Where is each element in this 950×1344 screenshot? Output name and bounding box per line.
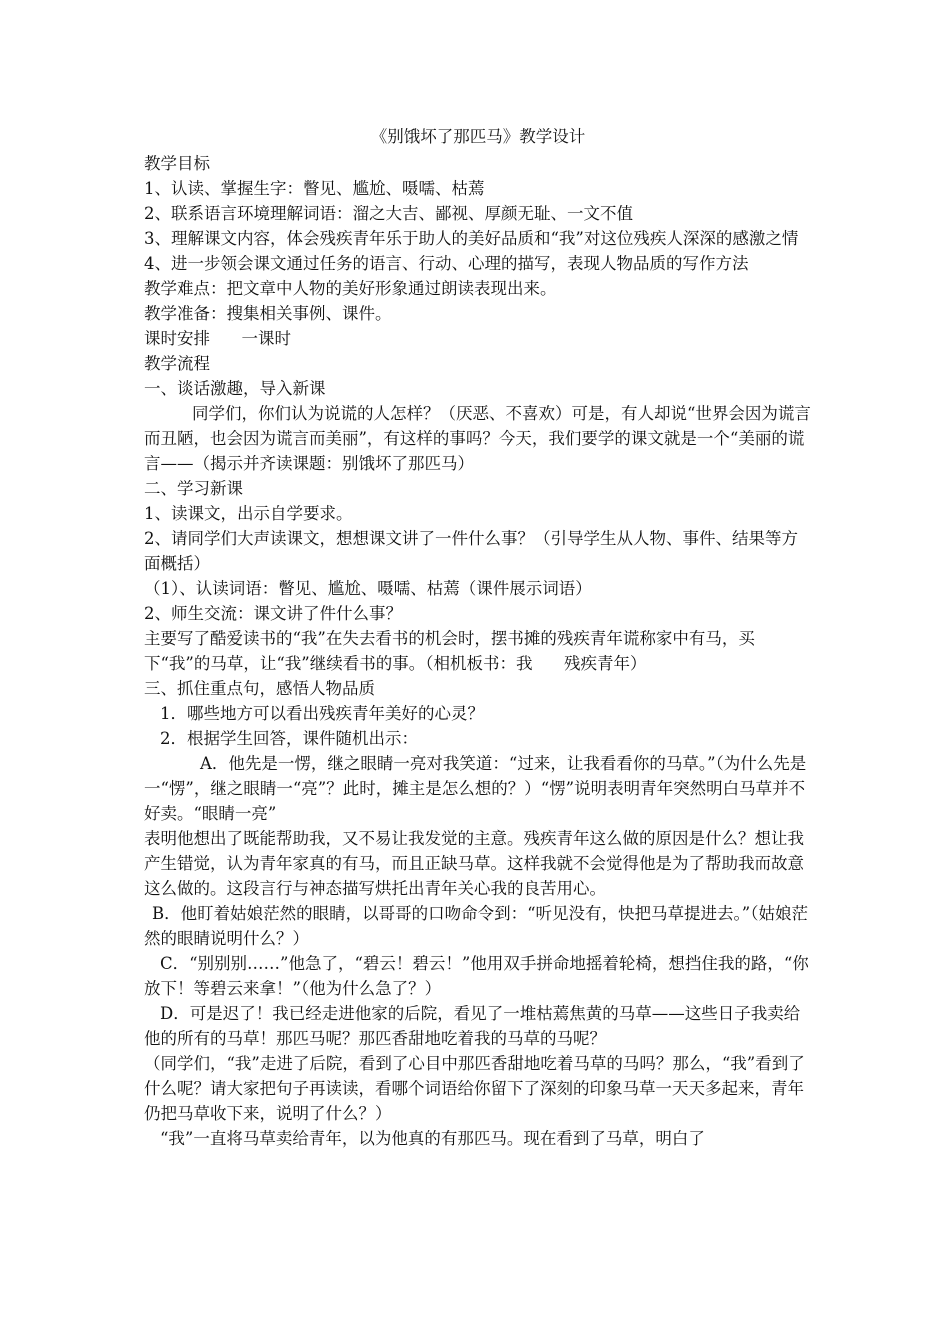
list-item: 2．根据学生回答，课件随机出示： — [160, 729, 418, 748]
paragraph: A．他先是一愣，继之眼睛一亮对我笑道：“过来，让我看看你的马草。”（为什么先是一“愣”，继之眼睛一“亮”？此时，摊主是怎么想的？）“愣”说明表明青年突然明白马草并不好卖。“眼睛一亮” — [144, 754, 807, 823]
step-heading: 一、谈话激趣，导入新课 — [144, 379, 326, 398]
schedule-line: 课时安排 一课时 — [144, 329, 291, 348]
paragraph: 主要写了酷爱读书的“我”在失去看书的机会时，摆书摊的残疾青年谎称家中有马，买下“我”的马草，让“我”继续看书的事。（相机板书：我 残疾青年） — [144, 629, 755, 673]
paragraph: 表明他想出了既能帮助我，又不易让我发觉的主意。残疾青年这么做的原因是什么？想让我产生错觉，认为青年家真的有马，而且正缺马草。这样我就不会觉得他是为了帮助我而故意这么做的。这段言行与神态描写烘托出青年关心我的良苦用心。 — [144, 829, 804, 898]
objective-item: 4、进一步领会课文通过任务的语言、行动、心理的描写，表现人物品质的写作方法 — [144, 254, 749, 273]
objective-item: 3、理解课文内容，体会残疾青年乐于助人的美好品质和“我”对这位残疾人深深的感激之情 — [144, 229, 799, 248]
objective-item: 1、认读、掌握生字：瞥见、尴尬、嗫嚅、枯蔫 — [144, 179, 485, 198]
list-item: 2、请同学们大声读课文，想想课文讲了一件什么事？（引导学生从人物、事件、结果等方面概括） — [144, 529, 798, 573]
list-item: 1．哪些地方可以看出残疾青年美好的心灵？ — [160, 704, 484, 723]
paragraph: 同学们，你们认为说谎的人怎样？（厌恶、不喜欢）可是，有人却说“世界会因为谎言而丑陋，也会因为谎言而美丽”，有这样的事吗？今天，我们要学的课文就是一个“美丽的谎言——（揭示并齐读课题：别饿坏了那匹马） — [144, 404, 811, 473]
list-item: 1、读课文，出示自学要求。 — [144, 504, 353, 523]
paragraph: “我”一直将马草卖给青年，以为他真的有那匹马。现在看到了马草，明白了 — [160, 1129, 705, 1148]
difficulty-line: 教学难点：把文章中人物的美好形象通过朗读表现出来。 — [144, 279, 557, 298]
document-title: 《别饿坏了那匹马》教学设计 — [370, 127, 586, 146]
section-heading: 教学流程 — [144, 354, 210, 373]
paragraph: D．可是迟了！我已经走进他家的后院，看见了一堆枯蔫焦黄的马草——这些日子我卖给他的所有的马草！那匹马呢？那匹香甜地吃着我的马草的马呢？ — [144, 1004, 801, 1048]
document-body — [144, 124, 812, 1151]
section-heading: 教学目标 — [144, 154, 210, 173]
step-heading: 三、抓住重点句，感悟人物品质 — [144, 679, 375, 698]
list-item: 2、师生交流：课文讲了件什么事？ — [144, 604, 402, 623]
paragraph: B．他盯着姑娘茫然的眼睛，以哥哥的口吻命令到：“听见没有，快把马草提进去。”（姑娘茫然的眼睛说明什么？） — [144, 904, 808, 948]
preparation-line: 教学准备：搜集相关事例、课件。 — [144, 304, 392, 323]
list-item: （1）、认读词语：瞥见、尴尬、嗫嚅、枯蔫（课件展示词语） — [144, 579, 592, 598]
step-heading: 二、学习新课 — [144, 479, 243, 498]
paragraph: （同学们，“我”走进了后院，看到了心目中那匹香甜地吃着马草的马吗？那么，“我”看到了什么呢？请大家把句子再读读，看哪个词语给你留下了深刻的印象马草一天天多起来，青年仍把马草收下来，说明了什么？） — [144, 1054, 805, 1123]
paragraph: C．“别别别……”他急了，“碧云！碧云！”他用双手拼命地摇着轮椅，想挡住我的路，“你放下！等碧云来拿！”（他为什么急了？） — [144, 954, 809, 998]
objective-item: 2、联系语言环境理解词语：溜之大吉、鄙视、厚颜无耻、一文不值 — [144, 204, 633, 223]
